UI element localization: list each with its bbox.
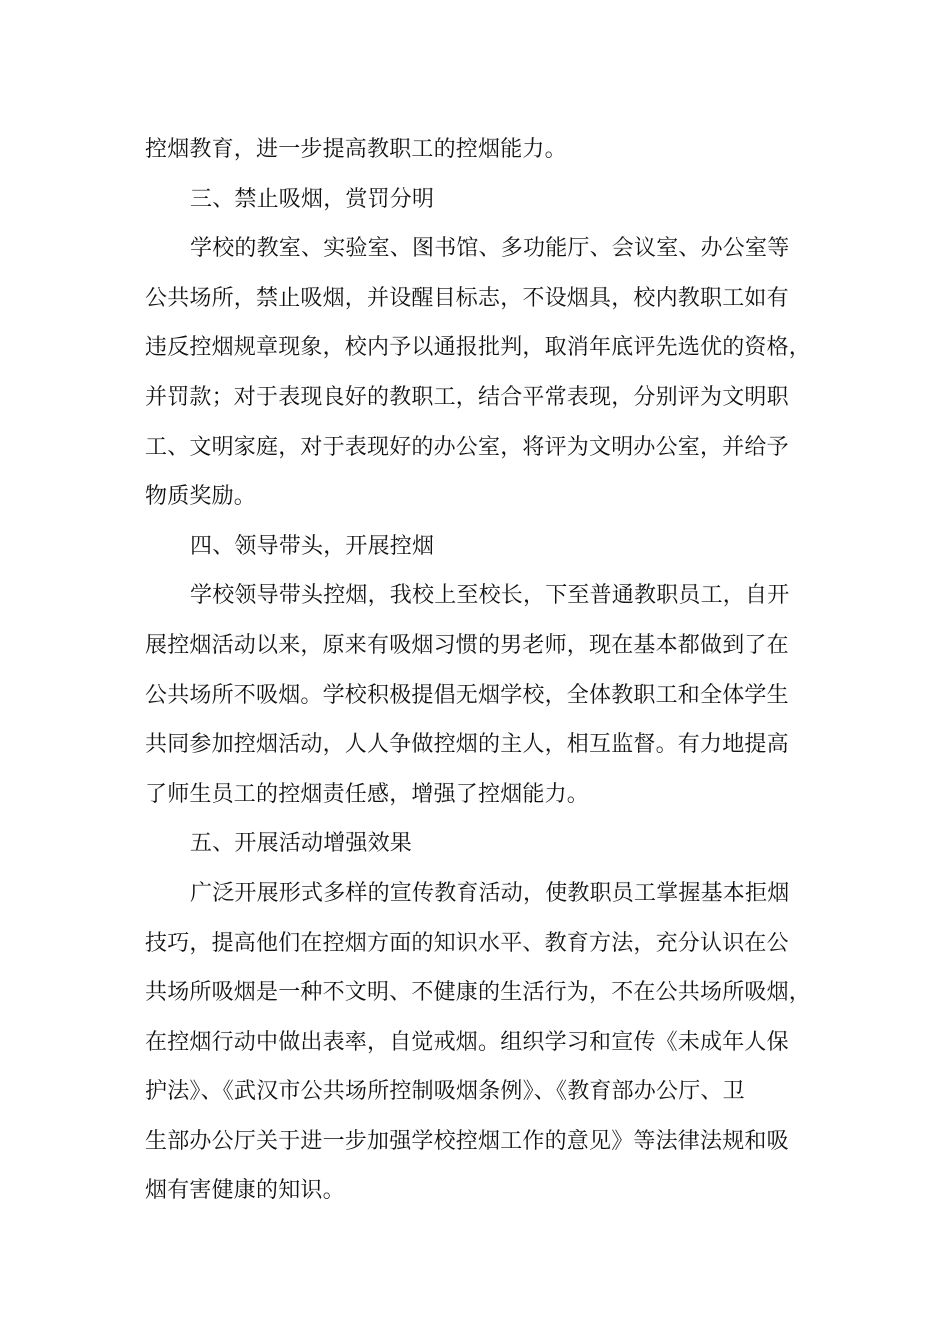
text-line: 并罚款；对于表现良好的教职工，结合平常表现，分别评为文明职 [145,384,789,410]
text-line: 学校领导带头控烟，我校上至校长，下至普通教职员工，自开 [190,583,790,609]
text-line: 公共场所不吸烟。学校积极提倡无烟学校，全体教职工和全体学生 [145,682,789,708]
text-line: 公共场所，禁止吸烟，并设醒目标志，不设烟具，校内教职工如有 [145,285,789,311]
text-line: 违反控烟规章现象，校内予以通报批判，取消年底评先选优的资格， [145,335,812,361]
text-line: 生部办公厅关于进一步加强学校控烟工作的意见》等法律法规和吸 [145,1128,789,1154]
text-line: 在控烟行动中做出表率，自觉戒烟。组织学习和宣传《未成年人保 [145,1029,789,1055]
text-line: 物质奖励。 [145,484,257,510]
text-line: 烟有害健康的知识。 [145,1178,345,1204]
text-line: 技巧，提高他们在控烟方面的知识水平、教育方法，充分认识在公 [145,930,789,956]
text-line: 广泛开展形式多样的宣传教育活动，使教职员工掌握基本拒烟 [190,880,790,906]
section-heading-4: 四、领导带头，开展控烟 [190,533,435,559]
text-line: 学校的教室、实验室、图书馆、多功能厅、会议室、办公室等 [190,236,790,262]
text-line: 共场所吸烟是一种不文明、不健康的生活行为，不在公共场所吸烟， [145,980,812,1006]
section-heading-5: 五、开展活动增强效果 [190,831,413,857]
text-line: 了师生员工的控烟责任感，增强了控烟能力。 [145,781,590,807]
section-heading-3: 三、禁止吸烟，赏罚分明 [190,186,435,212]
text-line: 工、文明家庭，对于表现好的办公室，将评为文明办公室，并给予 [145,434,789,460]
document-body [145,125,810,1216]
text-line: 控烟教育，进一步提高教职工的控烟能力。 [145,137,567,162]
text-line: 展控烟活动以来，原来有吸烟习惯的男老师，现在基本都做到了在 [145,632,789,658]
text-line: 共同参加控烟活动，人人争做控烟的主人，相互监督。有力地提高 [145,732,789,758]
text-line: 护法》、《武汉市公共场所控制吸烟条例》、《教育部办公厅、卫 [145,1079,745,1105]
